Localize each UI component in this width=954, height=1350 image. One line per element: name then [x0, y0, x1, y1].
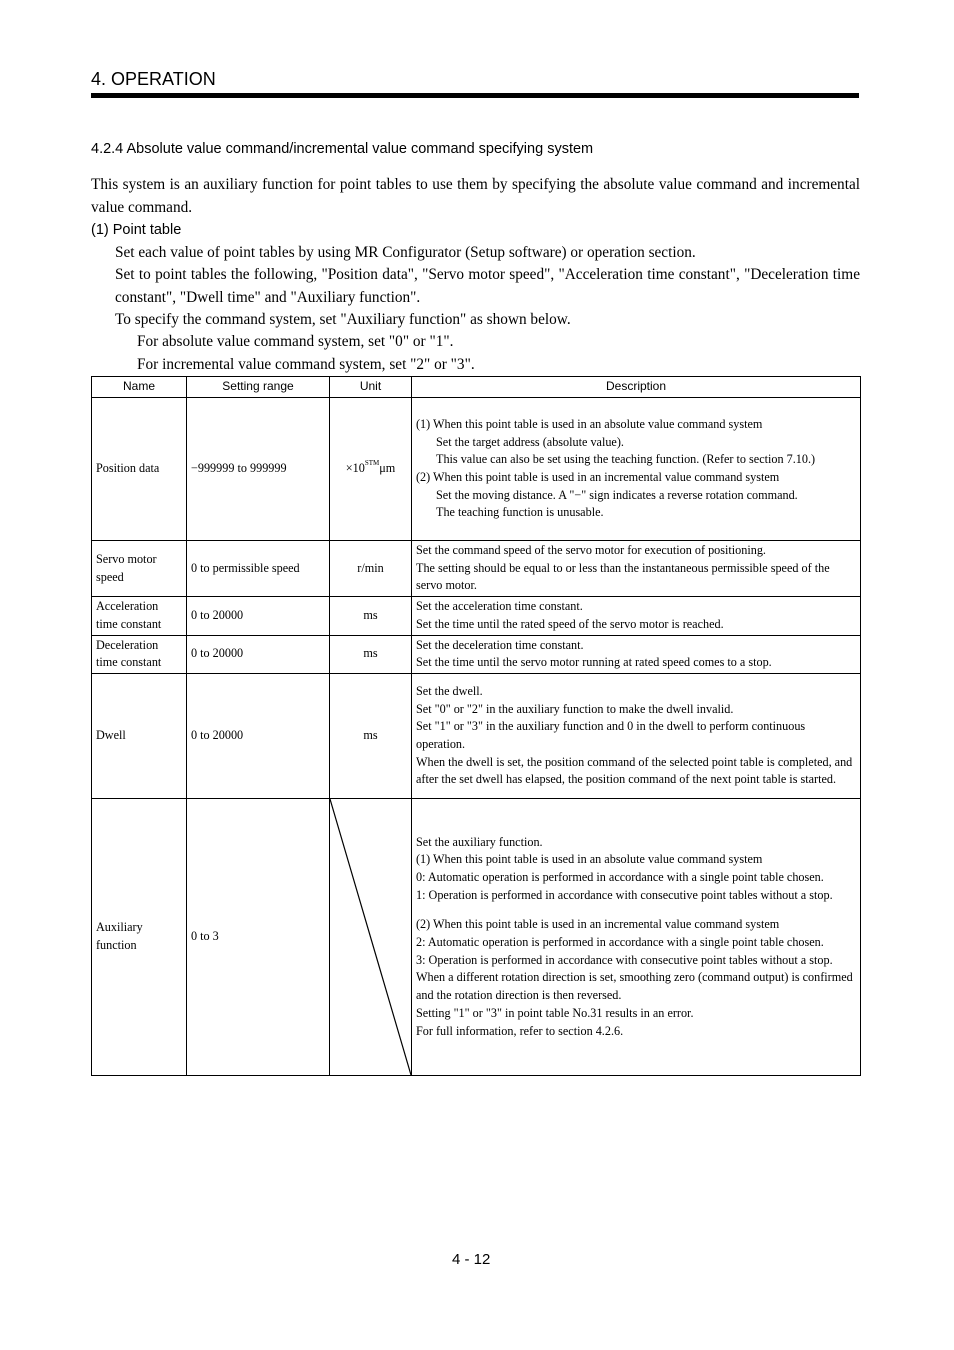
cell-name: Dwell [92, 673, 187, 798]
table-row-deceleration [92, 635, 861, 673]
table-row-servo-motor-speed [92, 541, 861, 597]
desc-line: (1) When this point table is used in an absolute value command system [416, 852, 763, 867]
cell-range: 0 to 3 [187, 798, 330, 1075]
table-row-position-data [92, 398, 861, 541]
desc-line: Setting "1" or "3" in point table No.31 results in an error. [416, 1005, 694, 1020]
table-row-acceleration [92, 597, 861, 635]
page-number: 4 - 12 [452, 1251, 491, 1268]
chapter-title: 4. OPERATION [91, 69, 216, 89]
cell-name: Deceleration time constant [92, 635, 187, 673]
cell-description [412, 798, 861, 1075]
desc-line: Set the time until the rated speed of the servo motor is reached. [416, 616, 724, 631]
paragraph-4: For absolute value command system, set "0" or "1". [137, 333, 454, 350]
unit-prefix: ×10 [345, 461, 365, 476]
point-table [91, 376, 861, 1076]
desc-line: The teaching function is unusable. [436, 505, 604, 520]
desc-line: Set "1" or "3" in the auxiliary function and 0 in the dwell to perform continuous operation. [416, 719, 806, 751]
table-row-dwell [92, 673, 861, 798]
desc-line: 1: Operation is performed in accordance with consecutive point tables without a stop. [416, 887, 833, 902]
desc-line: For full information, refer to section 4.2.6. [416, 1023, 624, 1038]
cell-unit-na [330, 798, 412, 1075]
desc-line: 0: Automatic operation is performed in accordance with a single point table chosen. [416, 869, 824, 884]
header-name: Name [92, 377, 187, 398]
desc-line: 2: Automatic operation is performed in accordance with a single point table chosen. [416, 935, 824, 950]
diagonal-slash [330, 799, 411, 1075]
cell-unit: r/min [330, 541, 412, 597]
intro-paragraph: This system is an auxiliary function for point tables to use them by specifying the absolute value command and incremental value command. [91, 176, 860, 216]
paragraph-5: For incremental value command system, set "2" or "3". [137, 356, 475, 373]
cell-range: −999999 to 999999 [187, 398, 330, 541]
desc-line: (1) When this point table is used in an absolute value command system [416, 416, 763, 431]
unit-superscript: STM [364, 459, 380, 468]
cell-description [412, 673, 861, 798]
paragraph-2: Set to point tables the following, "Position data", "Servo motor speed", "Acceleration time constant", "Deceleration time constant", "Dwell time" and "Auxiliary function". [115, 266, 860, 306]
desc-line: Set the deceleration time constant. [416, 637, 584, 652]
desc-line: Set the dwell. [416, 683, 483, 698]
desc-line: Set the command speed of the servo motor for execution of positioning. [416, 543, 766, 557]
unit-suffix: μm [379, 461, 396, 476]
desc-spacer [416, 904, 856, 916]
desc-line: The setting should be equal to or less than the instantaneous permissible speed of the servo motor. [416, 560, 830, 593]
cell-range: 0 to 20000 [187, 673, 330, 798]
section-title: 4.2.4 Absolute value command/incremental value command specifying system [91, 141, 594, 157]
subsection-title: (1) Point table [91, 222, 182, 238]
cell-description [412, 597, 861, 635]
cell-range: 0 to 20000 [187, 597, 330, 635]
desc-line: Set the moving distance. A "−" sign indicates a reverse rotation command. [436, 487, 798, 502]
cell-description [412, 398, 861, 541]
cell-range: 0 to 20000 [187, 635, 330, 673]
cell-name: Servo motor speed [92, 541, 187, 597]
desc-line: When the dwell is set, the position command of the selected point table is completed, and after the set dwell has elapsed, the position command of the next point table is started. [416, 754, 853, 787]
header-description: Description [412, 377, 861, 398]
cell-description [412, 541, 861, 597]
cell-name: Position data [92, 398, 187, 541]
paragraph-1: Set each value of point tables by using MR Configurator (Setup software) or operation section. [115, 244, 696, 261]
cell-unit: ms [330, 635, 412, 673]
desc-line: Set the acceleration time constant. [416, 599, 583, 614]
header-unit: Unit [330, 377, 412, 398]
desc-line: Set the target address (absolute value). [436, 434, 624, 449]
header-setting-range: Setting range [187, 377, 330, 398]
desc-line: 3: Operation is performed in accordance with consecutive point tables without a stop. [416, 952, 833, 967]
desc-line: This value can also be set using the teaching function. (Refer to section 7.10.) [436, 452, 816, 467]
cell-name: Acceleration time constant [92, 597, 187, 635]
table-row-auxiliary-function [92, 798, 861, 1075]
desc-line: Set "0" or "2" in the auxiliary function to make the dwell invalid. [416, 701, 734, 716]
cell-description [412, 635, 861, 673]
cell-range: 0 to permissible speed [187, 541, 330, 597]
desc-line: Set the auxiliary function. [416, 834, 543, 849]
header-rule [91, 93, 859, 98]
desc-line: (2) When this point table is used in an incremental value command system [416, 470, 780, 484]
paragraph-3: To specify the command system, set "Auxiliary function" as shown below. [115, 311, 571, 328]
cell-unit [330, 398, 412, 541]
cell-unit: ms [330, 597, 412, 635]
cell-unit: ms [330, 673, 412, 798]
desc-line: Set the time until the servo motor running at rated speed comes to a stop. [416, 655, 772, 670]
table-header-row [92, 377, 861, 398]
desc-line: When a different rotation direction is set, smoothing zero (command output) is confirmed and the rotation direction is then reversed. [416, 970, 853, 1003]
desc-line: (2) When this point table is used in an incremental value command system [416, 917, 780, 932]
cell-name: Auxiliary function [92, 798, 187, 1075]
